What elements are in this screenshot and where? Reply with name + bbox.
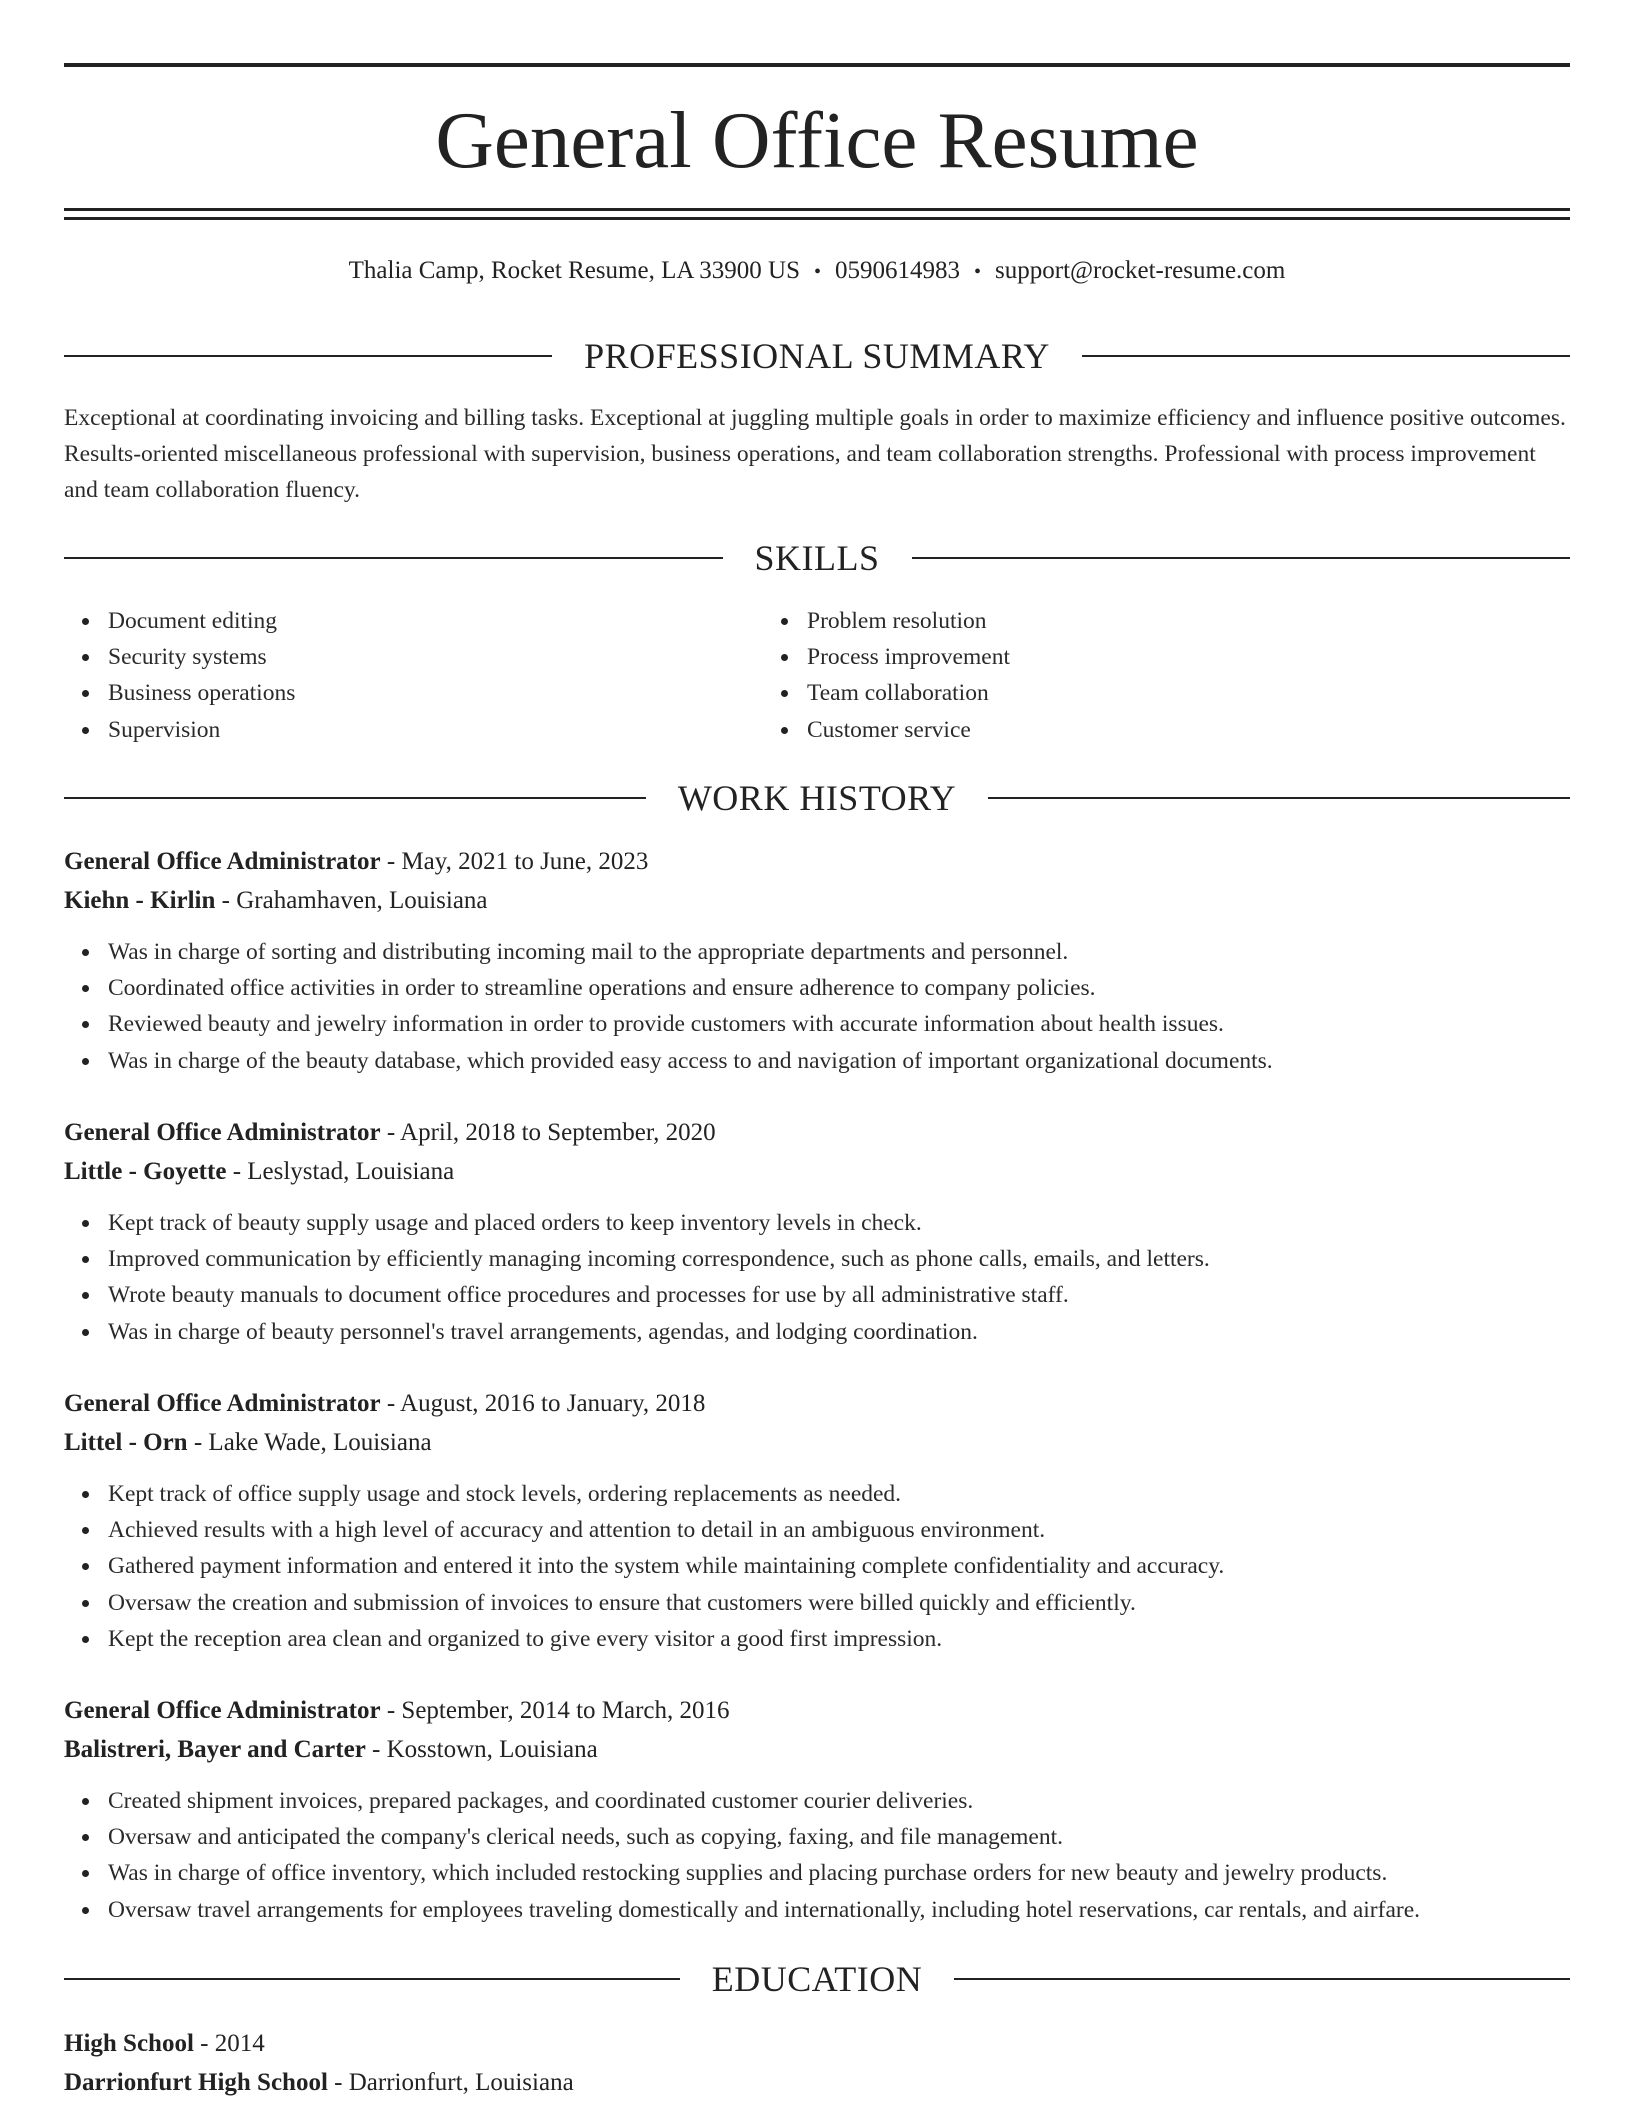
job-bullet: Wrote beauty manuals to document office procedures and processes for use by all administrative staff. <box>108 1277 1570 1313</box>
job-location: Kosstown, Louisiana <box>386 1736 598 1763</box>
heading-rule-left <box>64 355 552 357</box>
job-bullet: Kept track of office supply usage and stock levels, ordering replacements as needed. <box>108 1476 1570 1512</box>
resume-title: General Office Resume <box>435 95 1199 185</box>
education-location: Darrionfurt, Louisiana <box>348 2069 574 2096</box>
job-title: General Office Administrator <box>64 1697 381 1724</box>
job-bullet: Was in charge of office inventory, which included restocking supplies and placing purchase orders for new beauty and jewelry products. <box>108 1855 1570 1891</box>
job-company: Kiehn - Kirlin <box>64 887 216 914</box>
job-location: Leslystad, Louisiana <box>247 1158 455 1185</box>
contact-line <box>64 255 1570 288</box>
job-bullets <box>64 1205 1570 1350</box>
skill-item: Supervision <box>108 712 763 748</box>
heading-rule-left <box>64 1978 680 1980</box>
job-bullet: Kept the reception area clean and organized to give every visitor a good first impression. <box>108 1621 1570 1657</box>
heading-rule-right <box>912 557 1571 559</box>
skill-item: Customer service <box>807 712 1570 748</box>
job-title: General Office Administrator <box>64 848 381 875</box>
education-year: 2014 <box>214 2030 265 2057</box>
job-bullet: Oversaw travel arrangements for employees traveling domestically and internationally, including hotel reservations, car rentals, and airfare. <box>108 1892 1570 1928</box>
job-bullet: Kept track of beauty supply usage and placed orders to keep inventory levels in check. <box>108 1205 1570 1241</box>
skills-column-right <box>763 603 1570 748</box>
job-company: Littel - Orn <box>64 1429 188 1456</box>
job-dates: September, 2014 to March, 2016 <box>401 1697 730 1724</box>
job-company-line: Kiehn - Kirlin - Grahamhaven, Louisiana <box>64 887 488 914</box>
job-bullet: Was in charge of beauty personnel's travel arrangements, agendas, and lodging coordination. <box>108 1314 1570 1350</box>
job-bullets <box>64 934 1570 1079</box>
job-company: Balistreri, Bayer and Carter <box>64 1736 366 1763</box>
summary-text: Exceptional at coordinating invoicing and billing tasks. Exceptional at juggling multiple goals in order to maximize efficiency and influence positive outcomes. Results-oriented miscellaneous professional with supervision, business operations, and team collaboration strengths. Professional with process improvement and team collaboration fluency. <box>64 405 1566 503</box>
job-title: General Office Administrator <box>64 1119 381 1146</box>
skills-heading: SKILLS <box>754 538 880 578</box>
contact-separator: • <box>814 261 822 283</box>
heading-rule-right <box>954 1978 1570 1980</box>
job-title-line: General Office Administrator - September, 2014 to March, 2016 <box>64 1697 730 1724</box>
education-school: Darrionfurt High School <box>64 2069 328 2096</box>
job-dates: August, 2016 to January, 2018 <box>400 1390 706 1417</box>
job-dates: May, 2021 to June, 2023 <box>401 848 649 875</box>
heading-rule-right <box>1082 355 1570 357</box>
summary-heading-row <box>64 336 1570 376</box>
education-heading-row <box>64 1959 1570 1999</box>
contact-separator: • <box>974 261 982 283</box>
education-entry <box>64 2024 1570 2102</box>
job-title-line: General Office Administrator - May, 2021 to June, 2023 <box>64 848 649 875</box>
job-title-line: General Office Administrator - April, 2018 to September, 2020 <box>64 1119 716 1146</box>
job-bullet: Created shipment invoices, prepared packages, and coordinated customer courier deliveries. <box>108 1783 1570 1819</box>
education-degree-line: High School - 2014 <box>64 2030 265 2057</box>
education-degree: High School <box>64 2030 194 2057</box>
job-title-line: General Office Administrator - August, 2016 to January, 2018 <box>64 1390 706 1417</box>
job-bullet: Was in charge of sorting and distributing incoming mail to the appropriate departments and personnel. <box>108 934 1570 970</box>
contact-address: Thalia Camp, Rocket Resume, LA 33900 US <box>348 257 800 284</box>
title-double-rule <box>64 208 1570 220</box>
education-heading: EDUCATION <box>711 1959 923 1999</box>
job-location: Grahamhaven, Louisiana <box>236 887 488 914</box>
job-bullet: Was in charge of the beauty database, which provided easy access to and navigation of important organizational documents. <box>108 1043 1570 1079</box>
skill-item: Business operations <box>108 675 763 711</box>
job-entry <box>64 842 1570 1079</box>
job-entry <box>64 1384 1570 1657</box>
skill-item: Document editing <box>108 603 763 639</box>
job-entry <box>64 1113 1570 1350</box>
work-heading: WORK HISTORY <box>677 778 957 818</box>
job-bullet: Achieved results with a high level of accuracy and attention to detail in an ambiguous environment. <box>108 1512 1570 1548</box>
job-company-line: Balistreri, Bayer and Carter - Kosstown, Louisiana <box>64 1736 598 1763</box>
job-bullet: Gathered payment information and entered it into the system while maintaining complete confidentiality and accuracy. <box>108 1548 1570 1584</box>
skill-item: Team collaboration <box>807 675 1570 711</box>
skills-list <box>64 603 1570 748</box>
heading-rule-left <box>64 797 646 799</box>
job-bullets <box>64 1783 1570 1928</box>
job-bullets <box>64 1476 1570 1657</box>
skill-item: Process improvement <box>807 639 1570 675</box>
heading-rule-right <box>988 797 1570 799</box>
top-rule <box>64 63 1570 67</box>
job-bullet: Improved communication by efficiently managing incoming correspondence, such as phone calls, emails, and letters. <box>108 1241 1570 1277</box>
education-school-line: Darrionfurt High School - Darrionfurt, Louisiana <box>64 2069 574 2096</box>
contact-phone: 0590614983 <box>835 257 961 284</box>
job-bullet: Oversaw the creation and submission of invoices to ensure that customers were billed quickly and efficiently. <box>108 1585 1570 1621</box>
job-location: Lake Wade, Louisiana <box>208 1429 432 1456</box>
summary-heading: PROFESSIONAL SUMMARY <box>584 336 1050 376</box>
skill-item: Problem resolution <box>807 603 1570 639</box>
skills-column-left <box>64 603 763 748</box>
contact-email: support@rocket-resume.com <box>995 257 1286 284</box>
skill-item: Security systems <box>108 639 763 675</box>
skills-heading-row <box>64 538 1570 578</box>
job-bullet: Oversaw and anticipated the company's clerical needs, such as copying, faxing, and file management. <box>108 1819 1570 1855</box>
job-title: General Office Administrator <box>64 1390 381 1417</box>
job-bullet: Coordinated office activities in order to streamline operations and ensure adherence to company policies. <box>108 970 1570 1006</box>
work-heading-row <box>64 778 1570 818</box>
job-entry <box>64 1691 1570 1928</box>
heading-rule-left <box>64 557 723 559</box>
job-bullet: Reviewed beauty and jewelry information in order to provide customers with accurate information about health issues. <box>108 1006 1570 1042</box>
job-company: Little - Goyette <box>64 1158 227 1185</box>
job-dates: April, 2018 to September, 2020 <box>400 1119 716 1146</box>
job-company-line: Little - Goyette - Leslystad, Louisiana <box>64 1158 455 1185</box>
job-company-line: Littel - Orn - Lake Wade, Louisiana <box>64 1429 432 1456</box>
